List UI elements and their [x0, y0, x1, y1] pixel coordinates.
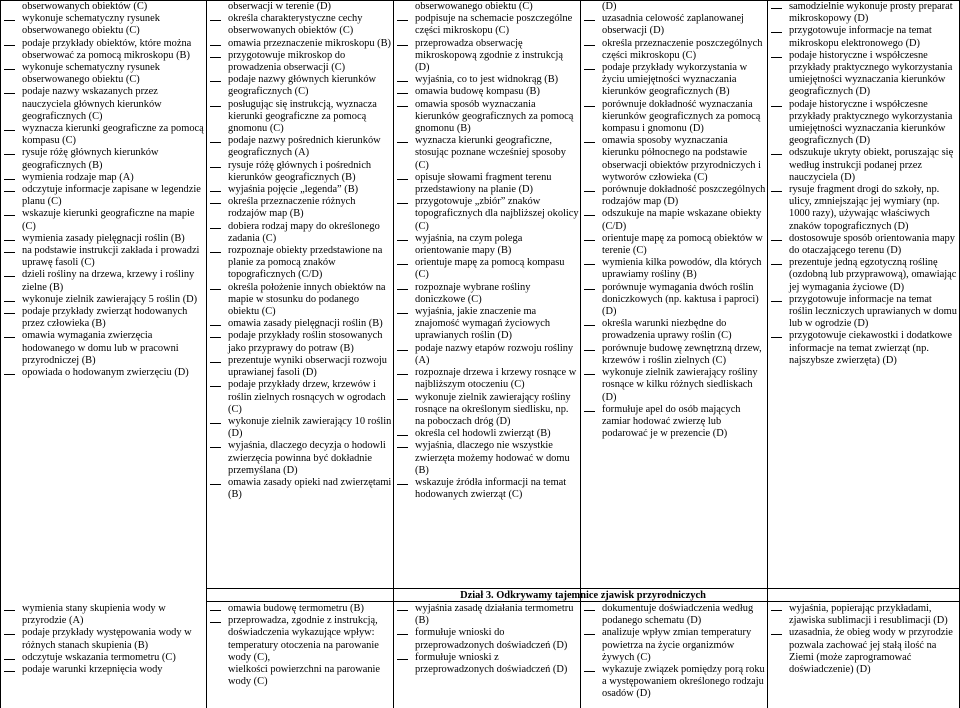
requirement-item: porównuje dokładność poszczególnych rodzajów map (D) — [581, 184, 766, 208]
requirement-item: orientuje mapę za pomocą kompasu (C) — [394, 257, 579, 281]
requirement-item: przeprowadza obserwację mikroskopową zgodnie z instrukcją (D) — [394, 38, 579, 75]
requirement-item: wykonuje zielnik zawierający rośliny rosnące na określonym siedlisku, np. na poboczach dróg (D) — [394, 392, 579, 429]
requirement-item: wielkości powierzchni na parowanie wody (C) — [228, 664, 381, 688]
requirement-item: obserwowanego obiektu (C) — [415, 1, 533, 12]
requirement-item: analizuje wpływ zmian temperatury powietrza na życie organizmów żywych (C) — [581, 627, 766, 664]
requirement-item: wykonuje zielnik zawierający rośliny rosnące w kilku różnych siedliskach (D) — [581, 367, 766, 404]
requirement-item: omawia sposób wyznaczania kierunków geograficznych za pomocą gnomonu (B) — [394, 99, 579, 136]
requirement-item: przygotowuje mikroskop do prowadzenia obserwacji (C) — [207, 50, 392, 74]
requirement-item: omawia budowę termometru (B) — [207, 603, 392, 615]
requirement-item: podaje nazwy etapów rozwoju rośliny (A) — [394, 343, 579, 367]
requirement-item: określa warunki niezbędne do prowadzenia uprawy roślin (C) — [581, 318, 766, 342]
requirement-item: odszukuje ukryty obiekt, poruszając się według instrukcji podanej przez nauczyciela (D) — [768, 147, 958, 184]
requirement-item: dostosowuje sposób orientowania mapy do otaczającego terenu (D) — [768, 233, 958, 257]
requirement-item: podaje historyczne i współczesne przykłady praktycznego wykorzystania umiejętności wyznaczania kierunków geograficznych (D) — [768, 50, 958, 99]
requirement-item: wymienia zasady pielęgnacji roślin (B) — [1, 233, 204, 245]
requirement-item: odczytuje informacje zapisane w legendzie planu (C) — [1, 184, 204, 208]
requirement-item: przeprowadza, zgodnie z instrukcją, doświadczenia wykazujące wpływ: — [207, 615, 392, 639]
level-2-requirements — [207, 1, 392, 587]
requirement-item: rysuje różę głównych kierunków geograficznych (B) — [1, 147, 204, 171]
requirement-item: omawia zasady pielęgnacji roślin (B) — [207, 318, 392, 330]
level-3-requirements-section-3 — [394, 603, 579, 708]
requirement-item: uzasadnia celowość zaplanowanej obserwacji (D) — [581, 13, 766, 37]
requirement-item: wskazuje kierunki geograficzne na mapie (C) — [1, 208, 204, 232]
requirement-item: rozpoznaje drzewa i krzewy rosnące w najbliższym otoczeniu (C) — [394, 367, 579, 391]
requirement-item: omawia sposoby wyznaczania kierunku północnego na podstawie obserwacji obiektów przyrodniczych i wytworów człowieka (C) — [581, 135, 766, 184]
level-2-requirements-section-3 — [207, 603, 392, 708]
requirement-item: odczytuje wskazania termometru (C) — [1, 652, 204, 664]
requirement-item: wykonuje schematyczny rysunek obserwowanego obiektu (C) — [1, 62, 204, 86]
requirement-item: omawia przeznaczenie mikroskopu (B) — [207, 38, 392, 50]
requirement-item: podpisuje na schemacie poszczególne części mikroskopu (C) — [394, 13, 579, 37]
requirement-item: wyznacza kierunki geograficzne, stosując poznane wcześniej sposoby (C) — [394, 135, 579, 172]
requirement-item: formułuje apel do osób mających zamiar hodować zwierzę lub podarować je w prezencie (D) — [581, 404, 766, 441]
requirement-item: orientuje mapę za pomocą obiektów w terenie (C) — [581, 233, 766, 257]
requirement-item: podaje nazwy głównych kierunków geograficznych (C) — [207, 74, 392, 98]
requirement-item: podaje przykłady występowania wody w różnych stanach skupienia (B) — [1, 627, 204, 651]
requirement-item: opisuje słowami fragment terenu przedstawiony na planie (D) — [394, 172, 579, 196]
requirement-item: rysuje różę głównych i pośrednich kierunków geograficznych (B) — [207, 160, 392, 184]
requirement-item: porównuje wymagania dwóch roślin doniczkowych (np. kaktusa i paproci) (D) — [581, 282, 766, 319]
requirement-item: omawia zasady opieki nad zwierzętami (B) — [207, 477, 392, 501]
requirement-item: wyjaśnia, dlaczego decyzja o hodowli zwierzęcia powinna być dokładnie przemyślana (D) — [207, 440, 392, 477]
requirement-item: wskazuje źródła informacji na temat hodowanych zwierząt (C) — [394, 477, 579, 501]
requirement-item: wykonuje zielnik zawierający 10 roślin (D) — [207, 416, 392, 440]
requirement-item: formułuje wnioski z przeprowadzonych doświadczeń (D) — [394, 652, 579, 676]
requirement-item: wyjaśnia zasadę działania termometru (B) — [394, 603, 579, 627]
requirement-item: podaje przykłady wykorzystania w życiu umiejętności wyznaczania kierunków geograficznych (B) — [581, 62, 766, 99]
requirement-item: porównuje dokładność wyznaczania kierunków geograficznych za pomocą kompasu i gnomonu (D) — [581, 99, 766, 136]
requirement-item: przygotowuje informacje na temat mikroskopu elektronowego (D) — [768, 25, 958, 49]
requirement-item: podaje przykłady obiektów, które można obserwować za pomocą mikroskopu (B) — [1, 38, 204, 62]
requirement-item: rysuje fragment drogi do szkoły, np. ulicy, zmniejszając jej wymiary (np. 1000 razy), używając właściwych znaków topograficznych (D) — [768, 184, 958, 233]
requirement-item: wymienia kilka powodów, dla których uprawiamy rośliny (B) — [581, 257, 766, 281]
requirement-item: podaje przykłady roślin stosowanych jako przyprawy do potraw (B) — [207, 330, 392, 354]
requirement-item: wyznacza kierunki geograficzne za pomocą kompasu (C) — [1, 123, 204, 147]
requirement-item: podaje historyczne i współczesne przykłady praktycznego wykorzystania umiejętności wyznaczania kierunków geograficznych (D) — [768, 99, 958, 148]
requirement-item: prezentuje wyniki obserwacji rozwoju uprawianej fasoli (D) — [207, 355, 392, 379]
requirement-item: określa położenie innych obiektów na mapie w stosunku do podanego obiektu (C) — [207, 282, 392, 319]
requirement-item: dokumentuje doświadczenia według podanego schematu (D) — [581, 603, 766, 627]
level-1-requirements-section-3 — [1, 603, 204, 708]
requirement-item: na podstawie instrukcji zakłada i prowadzi uprawę fasoli (C) — [1, 245, 204, 269]
requirement-item: dzieli rośliny na drzewa, krzewy i rośliny zielne (B) — [1, 269, 204, 293]
requirement-item: (D) — [602, 1, 617, 12]
requirement-item: wykazuje związek pomiędzy porą roku a występowaniem określonego rodzaju osadów (D) — [581, 664, 766, 701]
requirement-item: określa przeznaczenie różnych rodzajów map (B) — [207, 196, 392, 220]
level-4-requirements — [581, 1, 766, 587]
level-5-requirements — [768, 1, 958, 587]
requirement-item: wykonuje schematyczny rysunek obserwowanego obiektu (C) — [1, 13, 204, 37]
requirement-item: przygotowuje informacje na temat roślin leczniczych uprawianych w domu lub w ogrodzie (D) — [768, 294, 958, 331]
section-title: Dział 3. Odkrywamy tajemnice zjawisk przyrodniczych — [460, 590, 706, 601]
level-4-requirements-section-3 — [581, 603, 766, 708]
requirement-item: podaje przykłady drzew, krzewów i roślin zielnych rosnących w ogrodach (C) — [207, 379, 392, 416]
requirement-item: omawia budowę kompasu (B) — [394, 86, 579, 98]
requirement-item: obserwacji w terenie (D) — [228, 1, 331, 12]
requirement-item: wyjaśnia, jakie znaczenie ma znajomość wymagań życiowych uprawianych roślin (D) — [394, 306, 579, 343]
requirement-item: rozpoznaje wybrane rośliny doniczkowe (C) — [394, 282, 579, 306]
requirement-item: temperatury otoczenia na parowanie wody (C), — [228, 639, 379, 663]
requirement-item: wyjaśnia, popierając przykładami, zjawiska sublimacji i resublimacji (D) — [768, 603, 958, 627]
requirement-item: formułuje wnioski do przeprowadzonych doświadczeń (D) — [394, 627, 579, 651]
level-3-requirements — [394, 1, 579, 587]
requirement-item: obserwowanych obiektów (C) — [22, 1, 148, 12]
requirement-item: przygotowuje „zbiór” znaków topograficznych dla najbliższej okolicy (C) — [394, 196, 579, 233]
requirement-item: prezentuje jedną egzotyczną roślinę (ozdobną lub przyprawową), omawiając jej wymagania życiowe (D) — [768, 257, 958, 294]
requirement-item: porównuje budowę zewnętrzną drzew, krzewów i roślin zielnych (C) — [581, 343, 766, 367]
requirement-item: określa charakterystyczne cechy obserwowanych obiektów (C) — [207, 13, 392, 37]
requirement-item: samodzielnie wykonuje prosty preparat mikroskopowy (D) — [768, 1, 958, 25]
requirement-item: wyjaśnia, na czym polega orientowanie mapy (B) — [394, 233, 579, 257]
requirement-item: określa przeznaczenie poszczególnych części mikroskopu (C) — [581, 38, 766, 62]
level-1-requirements — [1, 1, 204, 591]
requirement-item: podaje przykłady zwierząt hodowanych przez człowieka (B) — [1, 306, 204, 330]
requirement-item: rozpoznaje obiekty przedstawione na planie za pomocą znaków topograficznych (C/D) — [207, 245, 392, 282]
requirement-item: wyjaśnia pojęcie „legenda” (B) — [207, 184, 392, 196]
requirement-item: podaje nazwy wskazanych przez nauczyciela głównych kierunków geograficznych (C) — [1, 86, 204, 123]
requirement-item: określa cel hodowli zwierząt (B) — [394, 428, 579, 440]
requirement-item: podaje warunki krzepnięcia wody — [1, 664, 204, 676]
requirement-item: uzasadnia, że obieg wody w przyrodzie pozwala zachować jej stałą ilość na Ziemi (może zaprogramować doświadczenie) (D) — [768, 627, 958, 676]
requirement-item: podaje nazwy pośrednich kierunków geograficznych (A) — [207, 135, 392, 159]
requirement-item: wymienia rodzaje map (A) — [1, 172, 204, 184]
requirement-item: przygotowuje ciekawostki i dodatkowe informacje na temat zwierząt (np. najszybsze zwierzęta) (D) — [768, 330, 958, 367]
requirement-item: wykonuje zielnik zawierający 5 roślin (D) — [1, 294, 204, 306]
level-5-requirements-section-3 — [768, 603, 958, 708]
requirement-item: wyjaśnia, co to jest widnokrąg (B) — [394, 74, 579, 86]
requirement-item: wymienia stany skupienia wody w przyrodzie (A) — [1, 603, 204, 627]
requirement-item: opowiada o hodowanym zwierzęciu (D) — [1, 367, 204, 379]
requirement-item: odszukuje na mapie wskazane obiekty (C/D) — [581, 208, 766, 232]
requirement-item: posługując się instrukcją, wyznacza kierunki geograficzne za pomocą gnomonu (C) — [207, 99, 392, 136]
requirement-item: omawia wymagania zwierzęcia hodowanego w domu lub w pracowni przyrodniczej (B) — [1, 330, 204, 367]
requirement-item: dobiera rodzaj mapy do określonego zadania (C) — [207, 221, 392, 245]
requirement-item: wyjaśnia, dlaczego nie wszystkie zwierzęta możemy hodować w domu (B) — [394, 440, 579, 477]
